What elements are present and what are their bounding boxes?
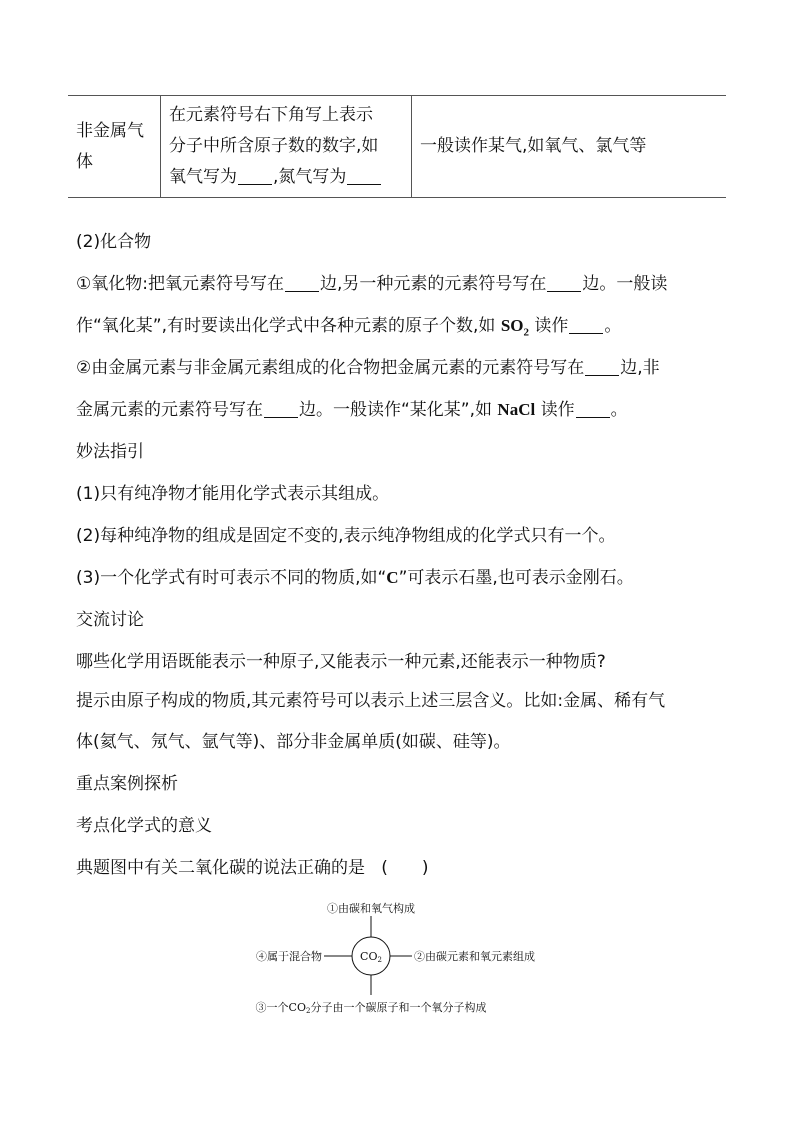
metal-text-a: ②由金属元素与非金属元素组成的化合物把金属元素的元素符号写在 bbox=[76, 358, 585, 378]
statement-3: ③一个CO2分子由一个碳原子和一个氧分子构成 bbox=[255, 1001, 487, 1015]
oxide-text-a: ①氧化物:把氧元素符号写在 bbox=[76, 274, 284, 294]
exam-point: 考点化学式的意义 bbox=[76, 816, 212, 836]
tip3-prefix: (3)一个化学式有时可表示不同的物质,如“ bbox=[76, 568, 387, 588]
statement-4: ④属于混合物 bbox=[256, 950, 322, 963]
statement-1: ①由碳和氧气构成 bbox=[327, 902, 415, 915]
answer-blank[interactable] bbox=[264, 399, 298, 418]
oxide-text-c: 边。一般读 bbox=[582, 274, 668, 294]
statement-2: ②由碳元素和氧元素组成 bbox=[414, 950, 535, 963]
nacl-formula: NaCl bbox=[497, 400, 536, 419]
so2-main: SO bbox=[500, 316, 524, 335]
answer-blank[interactable] bbox=[585, 357, 619, 376]
answer-blank[interactable] bbox=[576, 399, 610, 418]
naming-rules-table bbox=[68, 95, 726, 198]
metal-text-d: 边。一般读作“某化某”,如 bbox=[299, 400, 498, 420]
tip-item-3 bbox=[76, 565, 634, 591]
co2-label: CO2 bbox=[360, 950, 382, 964]
answer-blank[interactable] bbox=[285, 273, 319, 292]
tip-item-1: (1)只有纯净物才能用化学式表示其组成。 bbox=[76, 484, 390, 504]
metal-text-e: 读作 bbox=[535, 400, 575, 420]
so2-formula bbox=[500, 316, 530, 339]
answer-bracket[interactable]: ( ) bbox=[381, 858, 429, 878]
carbon-formula: C bbox=[386, 568, 399, 587]
case-heading: 重点案例探析 bbox=[76, 774, 178, 794]
rule-line-1: 在元素符号右下角写上表示 bbox=[169, 105, 373, 125]
example-question bbox=[76, 855, 428, 881]
table-row bbox=[68, 96, 726, 198]
reading-rule-text: 一般读作某气,如氧气、氯气等 bbox=[420, 136, 647, 156]
tip3-suffix: ”可表示石墨,也可表示金刚石。 bbox=[398, 568, 634, 588]
rule-line-2: 分子中所含原子数的数字,如 bbox=[169, 136, 379, 156]
oxide-rule-line2 bbox=[76, 313, 621, 345]
compound-heading: (2)化合物 bbox=[76, 232, 152, 252]
answer-blank[interactable] bbox=[547, 273, 581, 292]
tips-heading: 妙法指引 bbox=[76, 442, 144, 462]
reading-rule-cell bbox=[412, 96, 727, 198]
writing-rule-cell bbox=[161, 96, 412, 198]
discussion-hint-line1: 提示由原子构成的物质,其元素符号可以表示上述三层含义。比如:金属、稀有气 bbox=[76, 691, 666, 711]
so2-subscript: 2 bbox=[523, 326, 530, 339]
oxide-rule-line1 bbox=[76, 271, 667, 297]
discussion-hint-line2: 体(氦气、氖气、氩气等)、部分非金属单质(如碳、硅等)。 bbox=[76, 732, 511, 752]
answer-blank[interactable] bbox=[238, 166, 272, 185]
co2-statements-diagram bbox=[240, 895, 560, 1025]
rule-line-3a: 氧气写为 bbox=[169, 167, 237, 187]
answer-blank[interactable] bbox=[347, 166, 381, 185]
substance-type-line2: 体 bbox=[76, 151, 93, 172]
oxide-text-b: 边,另一种元素的元素符号写在 bbox=[319, 274, 547, 294]
metal-text-c: 金属元素的元素符号写在 bbox=[76, 400, 263, 420]
discussion-question: 哪些化学用语既能表示一种原子,又能表示一种元素,还能表示一种物质? bbox=[76, 652, 606, 672]
metal-text-b: 边,非 bbox=[620, 358, 660, 378]
oxide-text-f: 。 bbox=[604, 316, 622, 336]
substance-type-cell bbox=[68, 96, 161, 198]
rule-line-3b: ,氮气写为 bbox=[273, 167, 347, 187]
answer-blank[interactable] bbox=[569, 315, 603, 334]
metal-compound-line2 bbox=[76, 397, 628, 423]
oxide-text-d: 作“氧化某”,有时要读出化学式中各种元素的原子个数,如 bbox=[76, 316, 501, 336]
tip-item-2: (2)每种纯净物的组成是固定不变的,表示纯净物组成的化学式只有一个。 bbox=[76, 526, 616, 546]
metal-text-f: 。 bbox=[610, 400, 628, 420]
metal-compound-line1 bbox=[76, 355, 660, 381]
discussion-heading: 交流讨论 bbox=[76, 610, 144, 630]
oxide-text-e: 读作 bbox=[529, 316, 569, 336]
substance-type-line1: 非金属气 bbox=[76, 120, 144, 141]
question-text: 典题图中有关二氧化碳的说法正确的是 bbox=[76, 858, 365, 878]
